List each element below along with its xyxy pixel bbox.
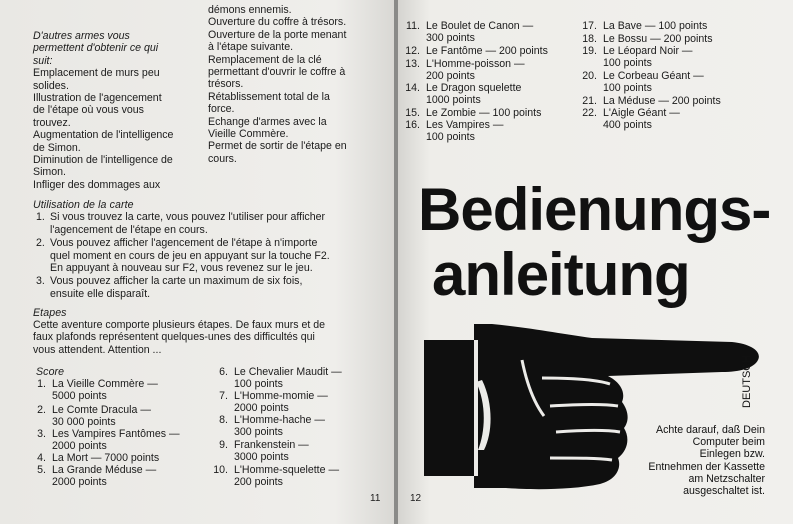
score-entry [24, 404, 151, 429]
text-line: Infliger des dommages aux [33, 178, 161, 191]
text-line: Vous pouvez afficher l'agencement de l'étape à n'importe [50, 237, 318, 249]
entry-points: 30 000 points [52, 416, 116, 429]
text-line: ensuite elle disparaît. [50, 287, 151, 300]
entry-name: Le Dragon squelette [426, 82, 522, 94]
entry-points: 300 points [426, 32, 475, 45]
entry-name: Le Bossu — 200 points [603, 33, 713, 45]
entry-number: 20. [582, 70, 597, 82]
score-heading: Score [36, 366, 65, 378]
entry-name: La Vieille Commère — [52, 378, 158, 390]
entry-name: La Mort — 7000 points [52, 452, 160, 464]
text-line: am Netzschalter [688, 472, 765, 485]
text-line: de l'étape où vous vous [33, 104, 144, 117]
entry-number: 11. [406, 20, 420, 32]
text-line: à l'étape suivante. [208, 41, 294, 54]
item-number: 1. [36, 211, 45, 223]
entry-number: 5. [37, 464, 46, 476]
entry-number: 19. [582, 45, 597, 57]
text-line: trésors. [208, 78, 244, 91]
score-entry [575, 95, 721, 107]
score-entry [24, 428, 180, 453]
entry-name: Le Fantôme — 200 points [426, 45, 548, 57]
text-line: quel moment en cours de jeu en appuyant sur la touche F2. [50, 249, 330, 262]
entry-points: 100 points [603, 57, 652, 70]
score-entry [398, 107, 541, 119]
text-line: permettent d'obtenir ce qui [33, 42, 159, 55]
stages-heading: Etapes [33, 307, 67, 319]
cassette-notice [625, 424, 765, 497]
page-number: 12 [410, 493, 422, 504]
entry-points: 400 points [603, 119, 652, 132]
left-page [0, 0, 394, 524]
text-line: trouvez. [33, 116, 71, 129]
entry-name: La Grande Méduse — [52, 464, 157, 476]
entry-name: L'Homme-poisson — [426, 58, 525, 70]
score-entry [24, 464, 156, 489]
score-entry [398, 45, 548, 57]
score-entry [206, 464, 339, 489]
score-entry [206, 390, 328, 415]
entry-name: Le Corbeau Géant — [603, 70, 704, 82]
item-number: 3. [36, 275, 45, 287]
score-entry [24, 378, 158, 403]
weapons-column-1 [33, 30, 173, 191]
text-line: Permet de sortir de l'étape en [208, 140, 347, 153]
entry-name: La Bave — 100 points [603, 20, 708, 32]
entry-number: 16. [405, 119, 420, 131]
entry-name: L'Homme-momie — [234, 390, 328, 402]
entry-name: L'Aigle Géant — [603, 107, 680, 119]
text-line: Entnehmen der Kassette [648, 460, 765, 473]
entry-points: 100 points [234, 378, 283, 391]
text-line: Rétablissement total de la [208, 90, 330, 103]
text-line: de Simon. [33, 141, 81, 154]
entry-name: Frankenstein — [234, 439, 309, 451]
text-line: Ouverture du coffre à trésors. [208, 16, 347, 29]
score-entry [206, 366, 342, 391]
entry-number: 22. [582, 107, 597, 119]
entry-number: 12. [405, 45, 420, 57]
entry-number: 13. [405, 58, 420, 70]
score-entry [398, 119, 504, 144]
entry-points: 100 points [426, 131, 475, 144]
entry-name: Le Boulet de Canon — [426, 20, 534, 32]
entry-name: Les Vampires Fantômes — [52, 428, 180, 440]
entry-number: 3. [37, 428, 46, 440]
item-number: 2. [36, 237, 45, 249]
entry-points: 200 points [234, 476, 283, 489]
text-line: ausgeschaltet ist. [683, 485, 765, 498]
text-line: Remplacement de la clé [208, 53, 322, 66]
text-line: Achte darauf, daß Dein [656, 424, 765, 436]
entry-points: 1000 points [426, 94, 481, 107]
score-entry [24, 452, 159, 464]
entry-points: 200 points [426, 70, 475, 83]
language-tab: DEUTSCH [741, 354, 753, 408]
text-line: Augmentation de l'intelligence [33, 129, 174, 142]
text-line: solides. [33, 79, 69, 92]
entry-number: 17. [582, 20, 597, 32]
text-line: faux plafonds représentent quelques-unes des difficultés qui [33, 331, 315, 344]
entry-number: 18. [582, 33, 597, 45]
entry-name: L'Homme-squelette — [234, 464, 340, 476]
entry-name: Le Zombie — 100 points [426, 107, 542, 119]
entry-number: 9. [219, 439, 228, 451]
map-heading: Utilisation de la carte [33, 199, 134, 211]
text-line: Illustration de l'agencement [33, 92, 162, 105]
text-line: suit: [33, 54, 53, 67]
text-line: Einlegen bzw. [699, 448, 765, 461]
text-line: Cette aventure comporte plusieurs étapes. De faux murs et de [33, 319, 326, 331]
score-entry [575, 20, 707, 32]
manual-title-line-2: anleitung [432, 241, 690, 308]
score-entry [575, 45, 693, 70]
score-entry [206, 439, 309, 464]
text-line: Si vous trouvez la carte, vous pouvez l'utiliser pour afficher [50, 211, 326, 223]
score-entry [575, 107, 680, 132]
entry-points: 2000 points [234, 402, 289, 415]
text-line: cours. [208, 152, 237, 165]
text-line: Echange d'armes avec la [208, 115, 327, 128]
weapons-column-2 [208, 4, 347, 165]
entry-number: 8. [219, 414, 228, 426]
text-line: force. [208, 103, 235, 116]
entry-number: 2. [37, 404, 46, 416]
text-line: En appuyant à nouveau sur F2, vous revenez sur le jeu. [50, 262, 313, 275]
entry-number: 7. [219, 390, 228, 402]
text-line: Vous pouvez afficher la carte un maximum de six fois, [50, 275, 303, 287]
entry-name: La Méduse — 200 points [603, 95, 721, 107]
text-line: vous attendent. Attention ... [33, 343, 162, 356]
text-line: Diminution de l'intelligence de [33, 154, 173, 167]
entry-name: L'Homme-hache — [234, 414, 325, 426]
entry-points: 2000 points [52, 440, 107, 453]
text-line: Ouverture de la porte menant [208, 28, 347, 41]
entry-number: 14. [405, 82, 420, 94]
entry-points: 3000 points [234, 451, 289, 464]
text-line: Simon. [33, 166, 66, 179]
score-entry [398, 20, 533, 45]
text-line: l'agencement de l'étape en cours. [50, 223, 208, 236]
entry-number: 4. [37, 452, 46, 464]
score-entry [398, 82, 521, 107]
page-number: 11 [370, 493, 381, 504]
entry-name: Le Chevalier Maudit — [234, 366, 342, 378]
text-line: permettant d'ouvrir le coffre à [208, 66, 346, 79]
entry-number: 6. [219, 366, 228, 378]
entry-number: 10. [213, 464, 228, 476]
entry-points: 5000 points [52, 390, 107, 403]
entry-number: 21. [582, 95, 597, 107]
text-line: Emplacement de murs peu [33, 67, 160, 80]
entry-name: Le Comte Dracula — [52, 404, 151, 416]
entry-points: 100 points [603, 82, 652, 95]
entry-name: Les Vampires — [426, 119, 504, 131]
score-entry [575, 70, 704, 95]
stages-paragraph [33, 319, 325, 356]
entry-name: Le Léopard Noir — [603, 45, 693, 57]
entry-number: 15. [405, 107, 420, 119]
text-line: Vieille Commère. [208, 128, 289, 141]
text-line: démons ennemis. [208, 4, 292, 16]
text-line: Computer beim [692, 436, 765, 449]
entry-number: 1. [37, 378, 46, 390]
manual-title-line-1: Bedienungs- [418, 176, 771, 243]
score-entry [206, 414, 325, 439]
text-line: D'autres armes vous [33, 30, 130, 42]
entry-points: 300 points [234, 426, 283, 439]
score-entry [575, 33, 713, 45]
entry-points: 2000 points [52, 476, 107, 489]
score-entry [398, 58, 525, 83]
